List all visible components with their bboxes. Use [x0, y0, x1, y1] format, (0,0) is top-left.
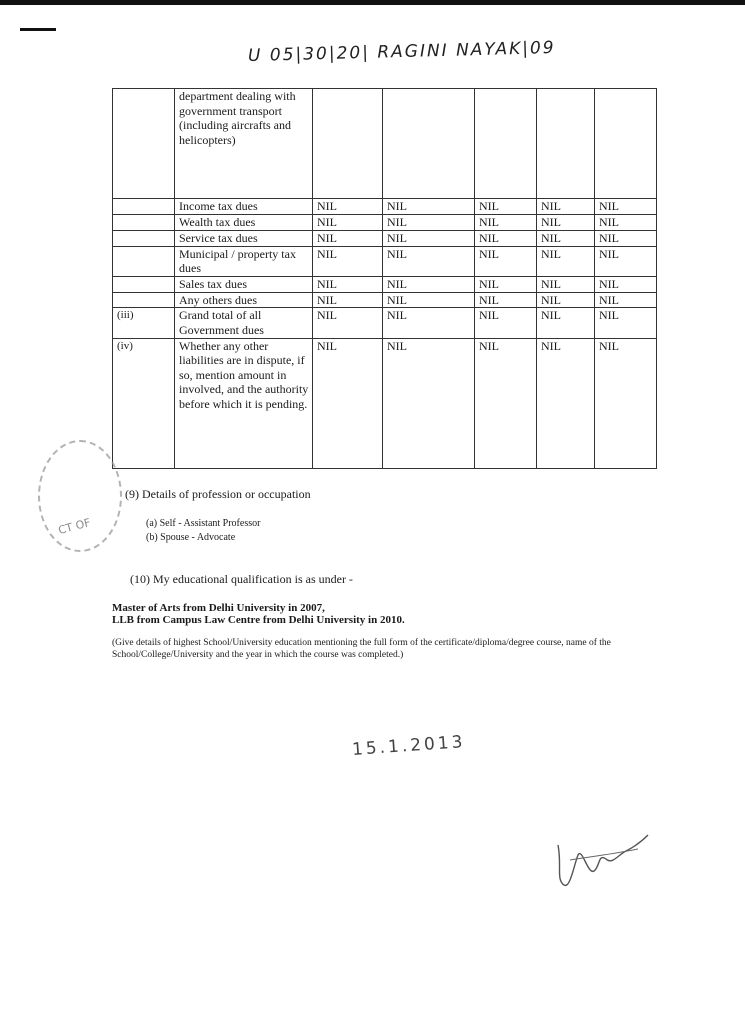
row-number — [113, 214, 175, 230]
row-description: Municipal / property tax dues — [175, 246, 313, 276]
value-cell: NIL — [537, 230, 595, 246]
value-cell: NIL — [475, 338, 537, 468]
value-cell — [595, 89, 657, 199]
value-cell: NIL — [537, 199, 595, 215]
table-row — [113, 230, 657, 246]
value-cell: NIL — [313, 292, 383, 308]
row-description: Service tax dues — [175, 230, 313, 246]
margin-mark — [20, 28, 56, 31]
stamp-lettering: CT OF — [56, 515, 93, 538]
profession-self: (a) Self - Assistant Professor — [146, 518, 261, 529]
top-border — [0, 0, 745, 5]
education-line-2: LLB from Campus Law Centre from Delhi University in 2010. — [112, 614, 405, 626]
value-cell: NIL — [595, 199, 657, 215]
value-cell: NIL — [537, 246, 595, 276]
row-number — [113, 230, 175, 246]
value-cell: NIL — [313, 199, 383, 215]
table-row — [113, 308, 657, 338]
value-cell — [383, 89, 475, 199]
value-cell: NIL — [537, 276, 595, 292]
value-cell — [537, 89, 595, 199]
signature — [548, 825, 658, 900]
row-number — [113, 276, 175, 292]
education-line-1: Master of Arts from Delhi University in 2007, — [112, 602, 325, 614]
handwritten-reference: U 05|30|20| RAGINI NAYAK|09 — [247, 37, 556, 67]
office-seal-stamp — [38, 440, 122, 552]
value-cell: NIL — [595, 246, 657, 276]
dues-table-container — [112, 88, 656, 468]
value-cell: NIL — [475, 276, 537, 292]
value-cell: NIL — [313, 246, 383, 276]
value-cell: NIL — [595, 214, 657, 230]
row-description: Income tax dues — [175, 199, 313, 215]
section-9-title: (9) Details of profession or occupation — [125, 487, 311, 501]
table-row — [113, 246, 657, 276]
row-number — [113, 246, 175, 276]
value-cell: NIL — [475, 230, 537, 246]
profession-spouse: (b) Spouse - Advocate — [146, 532, 236, 543]
value-cell: NIL — [595, 292, 657, 308]
value-cell: NIL — [383, 246, 475, 276]
table-row — [113, 214, 657, 230]
row-number — [113, 89, 175, 199]
value-cell: NIL — [313, 338, 383, 468]
table-row — [113, 338, 657, 468]
value-cell: NIL — [383, 199, 475, 215]
row-description: Sales tax dues — [175, 276, 313, 292]
value-cell: NIL — [475, 292, 537, 308]
value-cell: NIL — [595, 338, 657, 468]
value-cell: NIL — [537, 214, 595, 230]
value-cell: NIL — [383, 214, 475, 230]
value-cell: NIL — [595, 308, 657, 338]
row-description: Whether any other liabilities are in dispute, if so, mention amount in involved, and the authority before which it is pending. — [175, 338, 313, 468]
row-number: (iii) — [113, 308, 175, 338]
row-description: Grand total of all Government dues — [175, 308, 313, 338]
value-cell: NIL — [475, 246, 537, 276]
value-cell: NIL — [475, 214, 537, 230]
value-cell — [475, 89, 537, 199]
value-cell: NIL — [313, 276, 383, 292]
row-number — [113, 292, 175, 308]
value-cell: NIL — [595, 276, 657, 292]
table-row — [113, 199, 657, 215]
value-cell: NIL — [313, 214, 383, 230]
value-cell: NIL — [595, 230, 657, 246]
row-number: (iv) — [113, 338, 175, 468]
value-cell: NIL — [537, 338, 595, 468]
table-row — [113, 292, 657, 308]
value-cell: NIL — [383, 276, 475, 292]
value-cell — [313, 89, 383, 199]
value-cell: NIL — [383, 230, 475, 246]
row-description: Wealth tax dues — [175, 214, 313, 230]
value-cell: NIL — [313, 308, 383, 338]
table-row — [113, 276, 657, 292]
row-description: Any others dues — [175, 292, 313, 308]
table-row — [113, 89, 657, 199]
value-cell: NIL — [383, 338, 475, 468]
value-cell: NIL — [475, 199, 537, 215]
value-cell: NIL — [383, 292, 475, 308]
value-cell: NIL — [313, 230, 383, 246]
section-10-title: (10) My educational qualification is as under - — [130, 572, 353, 586]
value-cell: NIL — [475, 308, 537, 338]
value-cell: NIL — [537, 308, 595, 338]
row-description: department dealing with government transport (including aircrafts and helicopters) — [175, 89, 313, 199]
value-cell: NIL — [383, 308, 475, 338]
dues-table — [112, 88, 657, 469]
row-number — [113, 199, 175, 215]
handwritten-date: 15.1.2013 — [351, 732, 467, 760]
value-cell: NIL — [537, 292, 595, 308]
education-instructions: (Give details of highest School/University education mentioning the full form of the certificate/diploma/degree course, name of the School/College/University and the year in which the course was completed.) — [112, 638, 611, 660]
